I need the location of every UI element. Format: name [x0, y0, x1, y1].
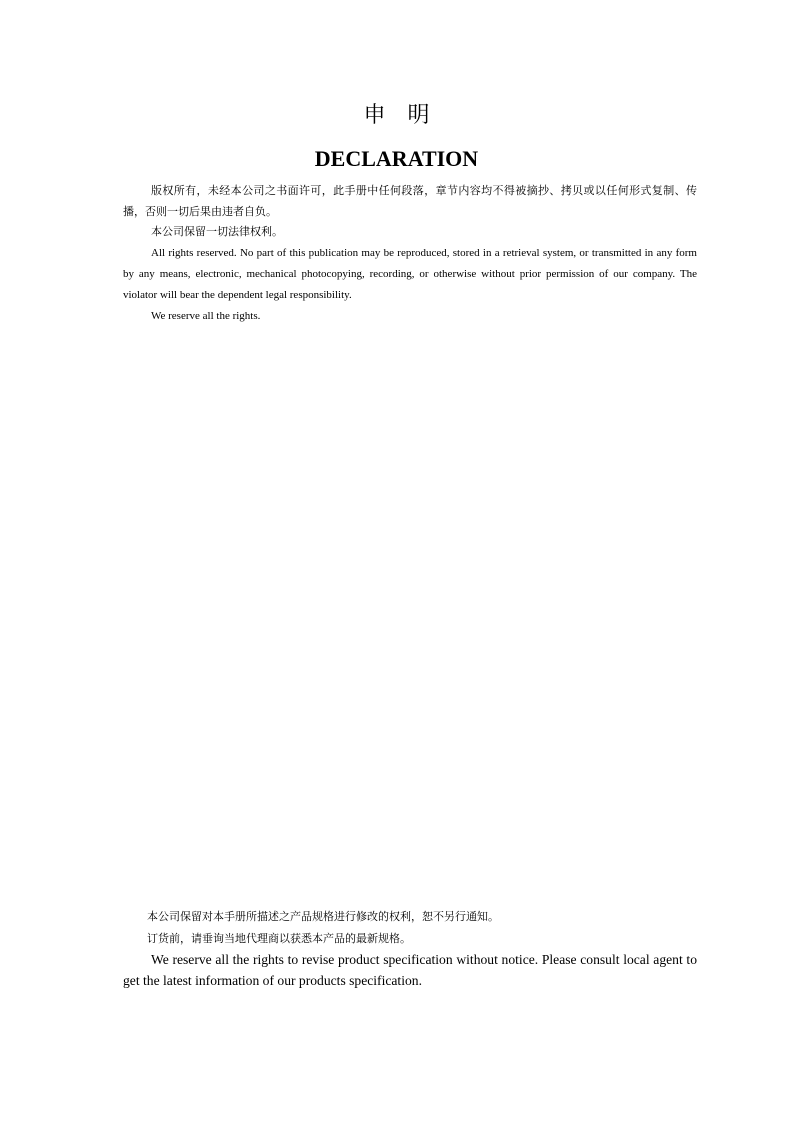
revision-notice-cn: 本公司保留对本手册所描述之产品规格进行修改的权利，恕不另行通知。: [147, 910, 499, 923]
revision-notice-en: We reserve all the rights to revise product specification without notice. Please consult local agent to get the latest information of our products specification.: [123, 952, 697, 988]
page-title-english: DECLARATION: [314, 146, 479, 171]
copyright-statement: [123, 181, 697, 327]
rights-reserved-cn: 本公司保留一切法律权利。: [151, 225, 283, 238]
copyright-paragraph-en: All rights reserved. No part of this publication may be reproduced, stored in a retrieval system, or transmitted in any form by any means, electronic, mechanical photocopying, recording, or otherwise without prior permission of our company. The violator will bear the dependent legal responsibility.: [123, 246, 697, 301]
page-title-chinese: 申明: [363, 103, 452, 128]
rights-reserved-en: We reserve all the rights.: [151, 309, 261, 322]
copyright-paragraph-cn: 版权所有，未经本公司之书面许可，此手册中任何段落，章节内容均不得被摘抄、拷贝或以任何形式复制、传播，否则一切后果由违者自负。: [123, 184, 697, 218]
specification-notice: [123, 906, 697, 991]
consult-agent-cn: 订货前，请垂询当地代理商以获悉本产品的最新规格。: [147, 931, 411, 945]
